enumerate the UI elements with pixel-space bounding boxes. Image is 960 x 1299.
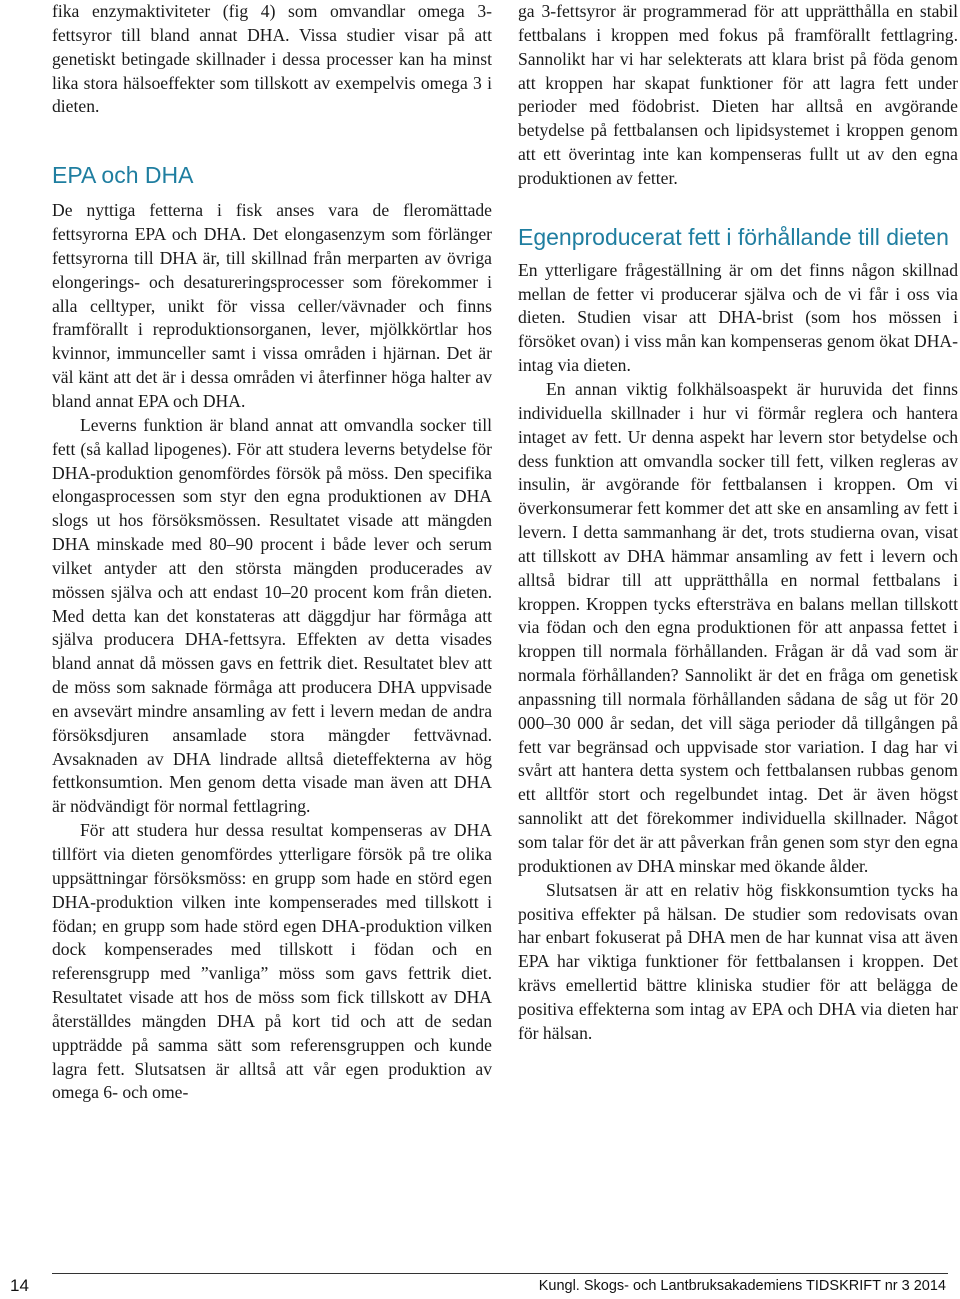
paragraph: De nyttiga fetterna i fisk anses vara de fleromättade fettsyrorna EPA och DHA. Det elongasenzym som förlänger fettsyrorna till DHA är, till skillnad från merparten av övriga elongerings- och desatureringsprocesser som förekommer i alla celltyper, unikt för vissa celler/vävnader och finns framförallt i reproduktionsorganen, lever, mjölkkörtlar hos kvinnor, immunceller samt i vissa områden i hjärnan. Det är väl känt att det är i dessa områden vi återfinner höga halter av bland annat EPA och DHA. [52, 200, 492, 411]
continued-paragraph: ga 3-fettsyror är programmerad för att upprätthålla en stabil fettbalans i kroppen med fokus på framförallt fettlagring. Sannolikt har vi har selekterats att klara brist på föda genom att kroppen har skapat funktioner för att lagra fett under perioder med födobrist. Dieten har alltså en avgörande betydelse på fettbalansen och lipidsystemet i kroppen genom att ett överintag inte kan kompenseras fullt ut av den egna produktionen av fetter. [518, 1, 958, 188]
journal-title: Kungl. Skogs- och Lantbruksakademiens TIDSKRIFT nr 3 2014 [538, 1278, 946, 1294]
page-footer [0, 1273, 960, 1299]
section-heading-epa-dha: EPA och DHA [52, 162, 194, 189]
paragraph: Leverns funktion är bland annat att omvandla socker till fett (så kallad lipogenes). För att studera leverns betydelse för DHA-produktion genomfördes försök på möss. Den specifika elongasprocessen som styr den egna produktionen av DHA slogs ut hos försöksmössen. Resultatet visade att mängden DHA minskade med 80–90 procent i både lever och serum vilket antyder att den största mängden producerades av mössen själva och att endast 10–20 procent kom från dieten. Med detta kan det konstateras att däggdjur har förmåga att själva producera DHA-fettsyra. Effekten av detta visades bland annat då mössen gavs en fettrik diet. Resultatet blev att de möss som saknade förmåga att producera DHA uppvisade en avsevärt mindre ansamling av fett i levern medan de andra försöksdjuren ansamlade stora mängder fettvävnad. Avsaknaden av DHA lindrade alltså dieteffekterna av hög fettkonsumtion. Men genom detta visade man även att DHA är nödvändigt för normal fettlagring. [52, 414, 492, 817]
left-column [52, 0, 492, 1105]
paragraph: En ytterligare frågeställning är om det finns någon skillnad mellan de fetter vi producerar själva och de vi får i oss via dieten. Studien visar att DHA-brist (som hos mössen i försöket ovan) i viss mån kan kompenseras genom ökat DHA-intag via dieten. [518, 259, 958, 376]
intro-paragraph: fika enzymaktiviteter (fig 4) som omvandlar omega 3-fettsyror till bland annat DHA. Vissa studier visar på att genetiskt betingade skillnader i dessa processer kan ha minst lika stora hälsoeffekter som tillskott av exempelvis omega 3 i dieten. [52, 1, 492, 117]
paragraph: För att studera hur dessa resultat kompenseras av DHA tillfört via dieten genomfördes ytterligare försök på tre olika uppsättningar försöksmöss: en grupp som hade en störd egen DHA-produktion vilken inte kompenserades med tillskott i födan; en grupp som hade störd egen DHA-produktion vilken dock kompenserades med tillskott i födan och en referensgrupp med ”vanliga” möss som gavs fettrik diet. Resultatet visade att hos de möss som fick tillskott av DHA återställdes mängden DHA på kort tid och att de sedan uppträdde på samma sätt som referensgruppen och kunde lagra fett. Slutsatsen är alltså att vår egen produktion av omega 6- och ome- [52, 820, 492, 1103]
section-heading-egenproducerat: Egenproducerat fett i förhållande till dieten [518, 223, 949, 250]
page-number: 14 [10, 1276, 29, 1295]
paragraph: Slutsatsen är att en relativ hög fiskkonsumtion tycks ha positiva effekter på hälsan. De studier som redovisats ovan har enbart fokuserat på DHA men de har kunnat visa att även EPA har viktiga funktioner för fettbalansen i kroppen. Det krävs emellertid bättre kliniska studier för att belägga de positiva effekterna som intag av EPA och DHA via dieten har för hälsan. [518, 879, 958, 1043]
paragraph: En annan viktig folkhälsoaspekt är huruvida det finns individuella skillnader i hur vi förmår reglera och hantera intaget av fett. Ur denna aspekt har levern stor betydelse och dess funktion att omvandla socker till fett, vilken regleras av insulin, är avgörande för fettbalansen i kroppen. Om vi överkonsumerar fett kommer det att ske en ansamling av fett i levern. I detta sammanhang är det, trots studierna ovan, visat att tillskott av DHA hämmar ansamling av fett i levern och alltså bidrar till att upprätthålla en normal fettbalans i kroppen. Kroppen tycks eftersträva en balans mellan tillskott via födan och den egna produktionen för att anpassa fettet i kroppen till normala förhållanden. Frågan är då vad som är normala förhållanden? Sannolikt är det en fråga om genetisk anpassning till normala förhållanden sådana de såg ut för 20 000–30 000 år sedan, det vill säga perioder då tillgången på fett var begränsad och uppvisade stor variation. I dag har vi svårt att hantera detta system och fettbalansen rubbas genom ett alltför stort och regelbundet intag. Det är även högst sannolikt att det förekommer individuella skillnader. Något som talar för det är att påverkan från genen som styr den egna produktionen av DHA minskar med ökande ålder. [518, 378, 958, 876]
right-column [518, 0, 958, 1046]
footer-rule [52, 1273, 948, 1274]
